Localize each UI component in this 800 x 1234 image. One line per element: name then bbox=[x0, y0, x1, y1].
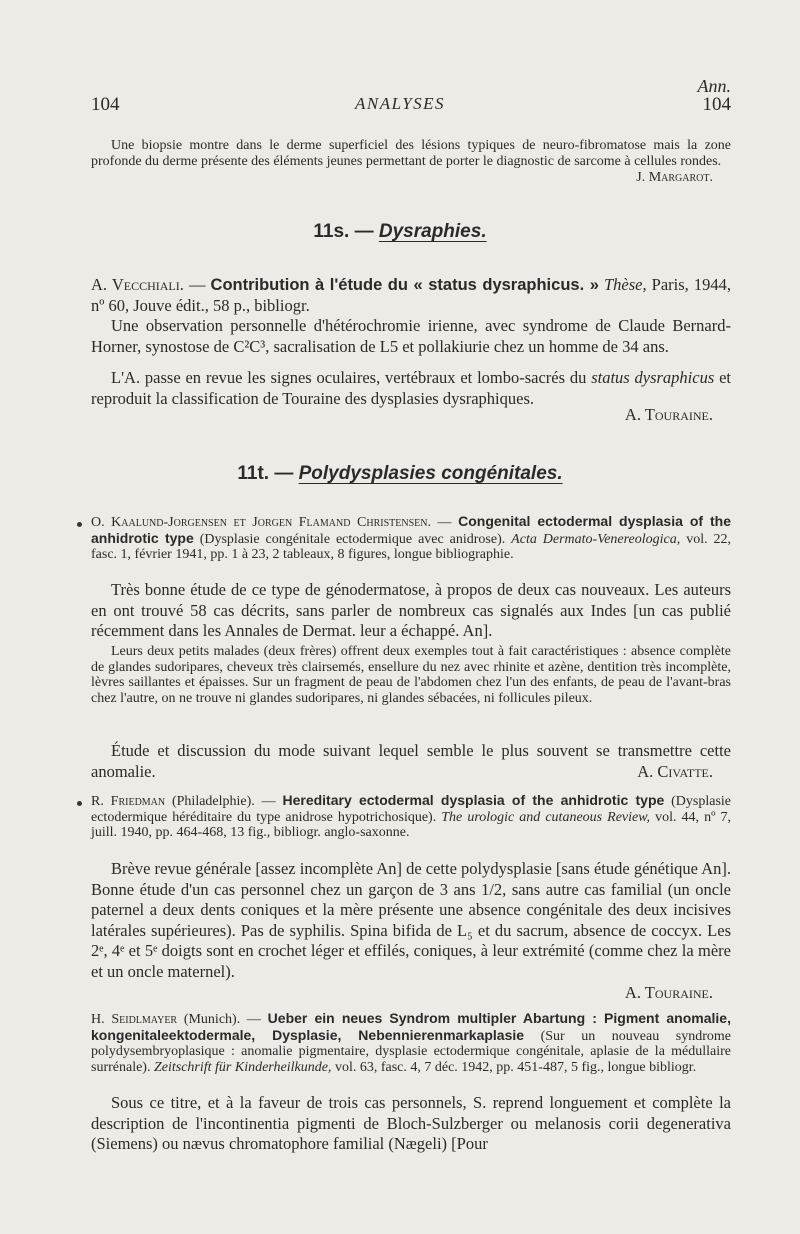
entry-vecchiali-para2 bbox=[91, 368, 731, 409]
entry-dash: — bbox=[183, 275, 211, 294]
section-number: 11t. — bbox=[237, 463, 294, 484]
entry-seidlmayer-reference bbox=[91, 1011, 731, 1075]
entry-kaalund-para3: Étude et discussion du mode suivant lequel semble le plus souvent se transmettre cette anomalie. bbox=[91, 741, 731, 781]
para-text: et reproduit la classification de Touraine des dysplasies dysraphiques. bbox=[91, 368, 731, 408]
entry-kaalund-reference bbox=[91, 514, 731, 563]
page-number-left: 104 bbox=[91, 94, 120, 115]
entry-vecchiali-signature: A. Touraine. bbox=[624, 405, 713, 424]
section-title: Dysraphies. bbox=[378, 221, 487, 242]
entry-journal: Acta Dermato-Venereologica, bbox=[511, 531, 681, 547]
entry-dash: — bbox=[254, 794, 283, 809]
entry-title: Congenital ectodermal dysplasia of the anhidrotic type bbox=[91, 513, 731, 546]
intro-text: Une biopsie montre dans le derme superficiel des lésions typiques de neuro-fibromatose mais la zone profonde du derme présente des éléments jeunes permettant de porter le diagnostic de sarcome à cellules rondes. bbox=[91, 138, 731, 169]
section-heading-dysraphies bbox=[0, 221, 800, 243]
entry-subtitle: (Sur un nouveau syndrome polydysembryoplasique : anomalie pigmentaire, dysplasie ectodermique congénitale, aplasie de la médullaire surrénale). bbox=[91, 1028, 731, 1075]
entry-journal: Zeitschrift für Kinderheilkunde, bbox=[153, 1059, 332, 1075]
entry-friedman-signature: A. Touraine. bbox=[624, 983, 713, 1002]
entry-journal: The urologic and cutaneous Review, bbox=[441, 809, 651, 825]
section-heading-polydysplasies bbox=[0, 463, 800, 485]
intro-signature: J. Margarot. bbox=[636, 170, 713, 185]
entry-title: Contribution à l'étude du « status dysraphicus. » bbox=[210, 276, 599, 294]
entry-kaalund-para2: Leurs deux petits malades (deux frères) offrent deux exemples tout à fait caractéristiques : absence complète de glandes sudoripares, cheveux très clairsemés, ensellure du nez avec rhinite et azène, dentition très incomplète, lèvres saillantes et épaisses. Sur un fragment de peau de l'abdomen chez l'un des enfants, de peau de l'avant-bras chez l'autre, on ne trouve ni glandes sudoripares, ni glandes sébacées, ni follicules pileux. bbox=[91, 644, 731, 706]
bullet-mark bbox=[77, 801, 82, 806]
bullet-mark bbox=[77, 522, 82, 527]
entry-friedman-para1: Brève revue générale [assez incomplète An] de cette polydysplasie [sans étude génétique An]. Bonne étude d'un cas personnel chez un garçon de 3 ans 1/2, sans autre cas familial (un oncle paternel a deux dents coniques et la mère présente une absence congénitale des deux incisives latérales supérieures). Pas de syphilis. Spina bifida de L₅ et du sacrum, absence de coccyx. Les 2ᵉ, 4ᵉ et 5ᵉ doigts sont en crochet léger et effilés, coniques, à leur extrémité (comme chez la mère et un oncle maternel). bbox=[91, 859, 731, 981]
entry-citation: vol. 44, nº 7, juill. 1940, pp. 464-468, 13 fig., bibliogr. anglo-saxonne. bbox=[91, 809, 732, 841]
entry-citation: vol. 63, fasc. 4, 7 déc. 1942, pp. 451-487, 5 fig., longue bibliogr. bbox=[331, 1059, 697, 1075]
entry-author: A. Vecchiali. bbox=[91, 275, 184, 294]
section-title: Polydysplasies congénitales. bbox=[298, 463, 563, 484]
entry-affiliation: (Munich). bbox=[177, 1012, 241, 1027]
entry-author: H. Seidlmayer bbox=[91, 1012, 178, 1027]
entry-journal: Thèse, bbox=[598, 275, 647, 294]
para-emphasis: status dysraphicus bbox=[591, 368, 715, 387]
running-title: ANALYSES bbox=[354, 94, 446, 113]
entry-vecchiali-reference bbox=[91, 275, 731, 316]
entry-dash: — bbox=[240, 1012, 268, 1027]
entry-kaalund-signature: A. Civatte. bbox=[637, 762, 713, 781]
entry-citation: Paris, 1944, nº 60, Jouve édit., 58 p., bibliogr. bbox=[91, 275, 731, 315]
entry-affiliation: (Philadelphie). bbox=[165, 794, 255, 809]
entry-authors: O. Kaalund-Jorgensen et Jorgen Flamand Christensen. bbox=[91, 515, 431, 530]
entry-seidlmayer-para1: Sous ce titre, et à la faveur de trois cas personnels, S. reprend longuement et complète la description de l'incontinentia pigmenti de Bloch-Sulzberger ou melanosis corii degenerativa (Siemens) ou nævus chromatophore familial (Nægeli) [Pour bbox=[91, 1093, 731, 1153]
page-number-right: 104 bbox=[702, 94, 731, 115]
entry-subtitle: (Dysplasie congénitale ectodermique avec anidrose). bbox=[193, 531, 512, 547]
entry-vecchiali-para1: Une observation personnelle d'hétérochromie irienne, avec syndrome de Claude Bernard-Horner, synostose de C²C³, sacralisation de L5 et pollakiurie chez un homme de 34 ans. bbox=[91, 316, 731, 356]
para-text: L'A. passe en revue les signes oculaires, vertébraux et lombo-sacrés du bbox=[111, 368, 592, 387]
entry-subtitle: (Dysplasie ectodermique héréditaire du type anidrose hypotrichosique). bbox=[91, 794, 732, 825]
entry-title: Hereditary ectodermal dysplasia of the anhidrotic type bbox=[282, 792, 665, 808]
section-number: 11s. — bbox=[313, 221, 374, 242]
intro-paragraph bbox=[91, 138, 731, 169]
journal-abbrev: Ann. bbox=[697, 76, 731, 96]
entry-kaalund-para1: Très bonne étude de ce type de génodermatose, à propos de deux cas nouveaux. Les auteurs en ont trouvé 58 cas décrits, sans parler de nombreux cas signalés aux Indes [un cas publié récemment dans les Annales de Dermat. leur a échappé. An]. bbox=[91, 580, 731, 640]
entry-friedman-reference bbox=[91, 793, 731, 841]
entry-citation: vol. 22, fasc. 1, février 1941, pp. 1 à 23, 2 tableaux, 8 figures, longue bibliographie. bbox=[91, 531, 732, 563]
entry-dash: — bbox=[430, 515, 459, 530]
entry-title: Ueber ein neues Syndrom multipler Abartung : Pigment anomalie, kongenitaleektodermale, Dysplasie, Nebennierenmarkaplasie bbox=[91, 1010, 731, 1043]
entry-author: R. Friedman bbox=[91, 794, 166, 809]
